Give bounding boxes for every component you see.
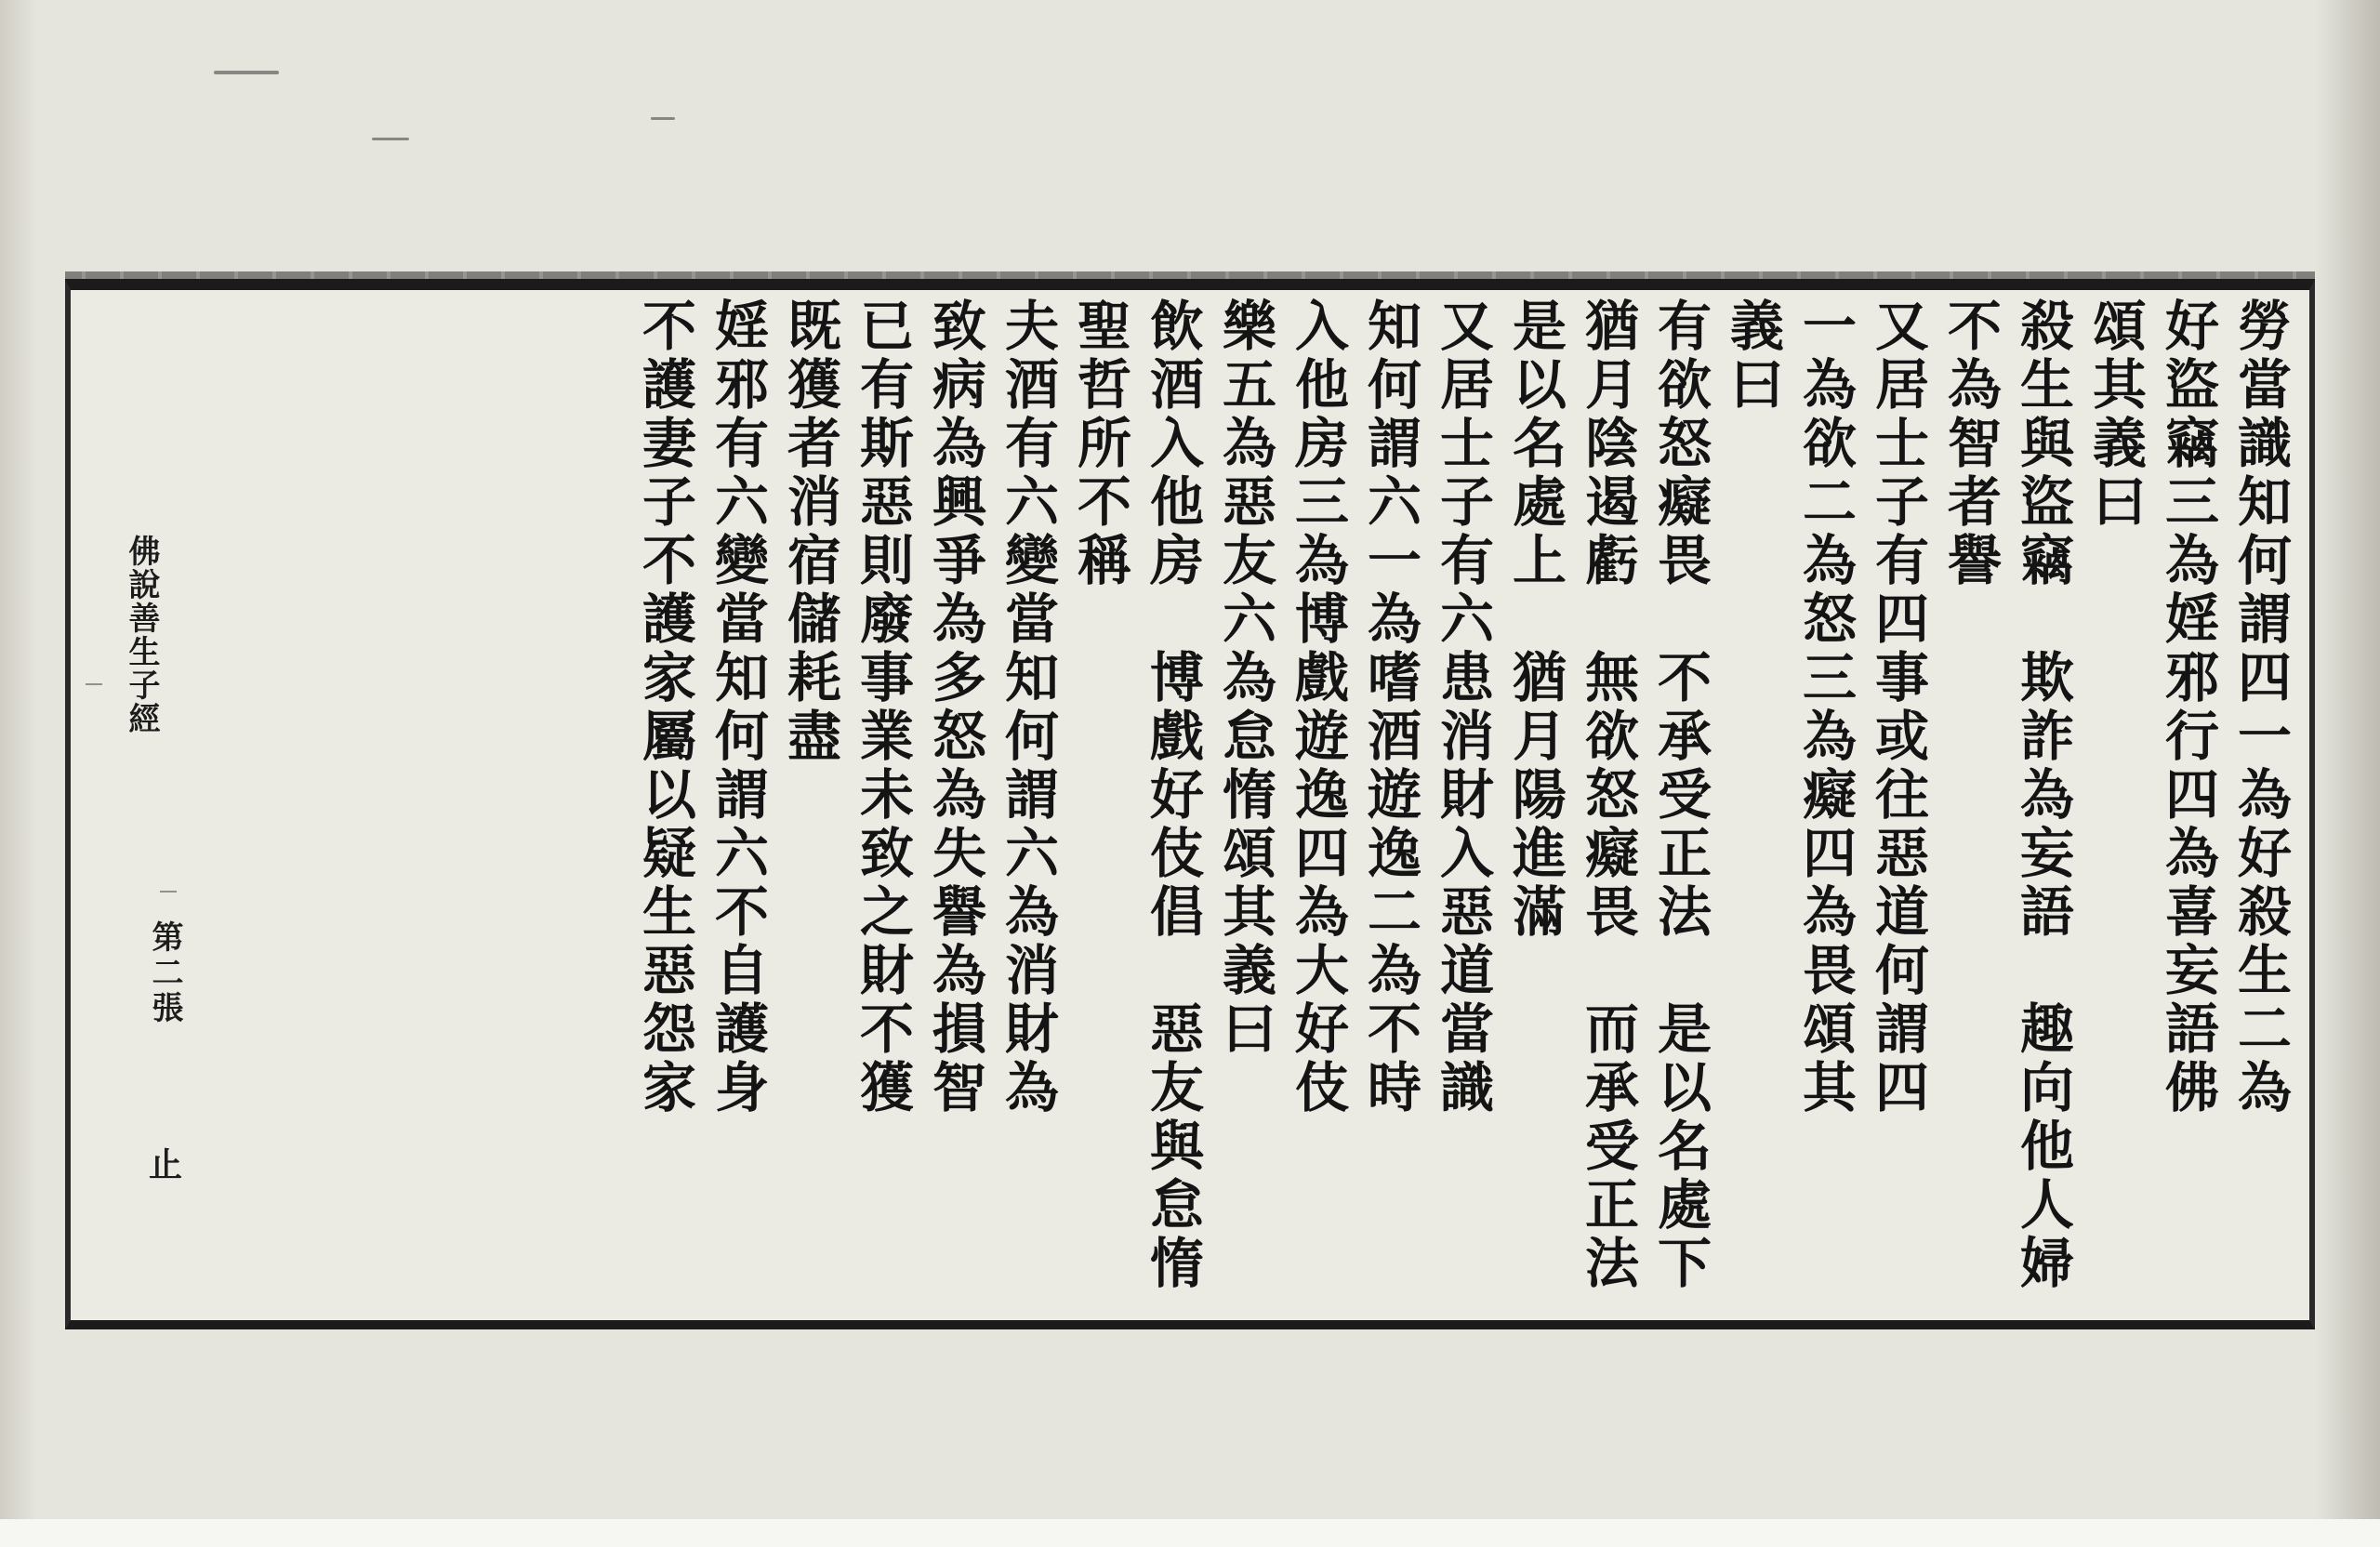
text-column: 義曰 — [1721, 298, 1784, 415]
text-column: 不為智者譽 — [1938, 298, 2002, 590]
text-column: 有欲怒癡畏 不承受正法 是以名處下 — [1648, 298, 1712, 1293]
text-column: 既獲者消宿儲耗盡 — [778, 298, 841, 766]
text-column: 好盜竊三為婬邪行四為喜妄語佛 — [2156, 298, 2219, 1117]
frame-top-edge — [65, 271, 2315, 279]
text-column: 入他房三為博戲遊逸四為大好伎 — [1286, 298, 1349, 1117]
text-column: 又居士子有六患消財入惡道當識 — [1431, 298, 1494, 1117]
margin-mark — [160, 891, 177, 892]
ink-smudge — [651, 117, 675, 120]
text-column: 飲酒入他房 博戲好伎倡 惡友與怠惰 — [1141, 298, 1204, 1293]
text-column: 樂五為惡友六為怠惰頌其義曰 — [1213, 298, 1276, 1059]
text-column: 婬邪有六變當知何謂六不自護身 — [706, 298, 769, 1117]
text-column: 猶月陰遏虧 無欲怒癡畏 而承受正法 — [1576, 298, 1639, 1293]
sutra-title: 佛說善生子經 — [123, 535, 160, 735]
end-mark: 止 — [149, 1145, 183, 1184]
colophon — [121, 535, 186, 1185]
ink-smudge — [214, 71, 279, 74]
text-column: 不護妻子不護家屬以疑生惡怨家 — [633, 298, 696, 1117]
page-edge-right — [2315, 0, 2380, 1547]
text-column: 頌其義曰 — [2083, 298, 2147, 532]
page-number: 第二張 — [146, 920, 183, 1026]
text-column: 又居士子有四事或往惡道何謂四 — [1866, 298, 1929, 1117]
text-column: 已有斯惡則廢事業未致之財不獲 — [851, 298, 914, 1117]
page-bottom-margin — [0, 1519, 2380, 1547]
text-column: 殺生與盜竊 欺詐為妄語 趣向他人婦 — [2011, 298, 2074, 1293]
text-column: 是以名處上 猶月陽進滿 — [1503, 298, 1567, 942]
text-column: 知何謂六一為嗜酒遊逸二為不時 — [1358, 298, 1421, 1117]
text-column: 夫酒有六變當知何謂六為消財為 — [996, 298, 1059, 1117]
page-edge-left — [0, 0, 37, 1547]
ink-smudge — [372, 138, 409, 140]
text-column: 聖哲所不稱 — [1068, 298, 1131, 590]
text-column: 一為欲二為怒三為癡四為畏頌其 — [1793, 298, 1857, 1117]
text-column: 致病為興爭為多怒為失譽為損智 — [923, 298, 986, 1117]
text-columns — [93, 298, 2296, 1311]
text-column: 勞當識知何謂四一為好殺生二為 — [2228, 298, 2292, 1117]
margin-mark — [86, 683, 102, 685]
